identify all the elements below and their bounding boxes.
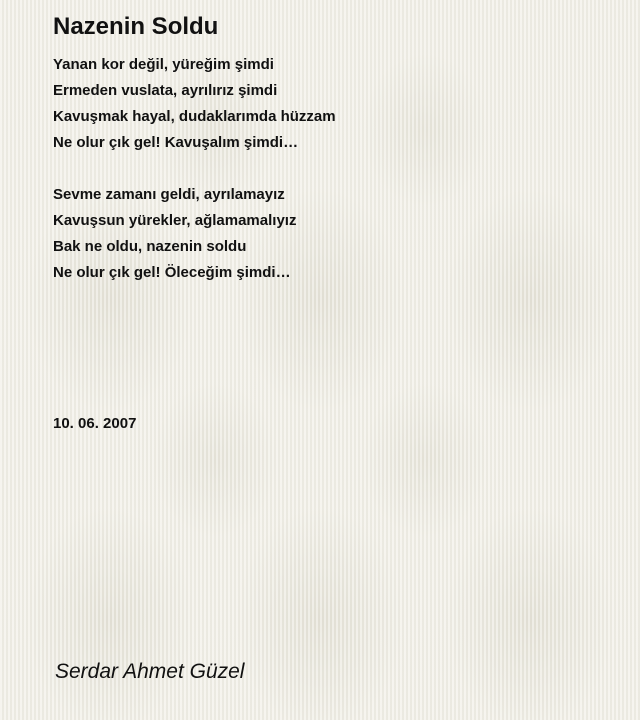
poem-line: Yanan kor değil, yüreğim şimdi <box>53 56 274 73</box>
poem-line: Ermeden vuslata, ayrılırız şimdi <box>53 82 278 99</box>
poem-line: Ne olur çık gel! Kavuşalım şimdi… <box>53 134 299 151</box>
poem-line: Kavuşsun yürekler, ağlamamalıyız <box>53 212 297 229</box>
stanza-2 <box>53 182 613 286</box>
poem-line: Sevme zamanı geldi, ayrılamayız <box>53 186 285 203</box>
poem-author: Serdar Ahmet Güzel <box>55 660 245 683</box>
stanza-1 <box>53 52 613 156</box>
poem-body <box>53 52 613 312</box>
poem-title: Nazenin Soldu <box>53 13 219 40</box>
poem-line: Bak ne oldu, nazenin soldu <box>53 238 247 255</box>
poem-date: 10. 06. 2007 <box>53 415 137 432</box>
poem-line: Kavuşmak hayal, dudaklarımda hüzzam <box>53 108 336 125</box>
poem-line: Ne olur çık gel! Öleceğim şimdi… <box>53 264 291 281</box>
